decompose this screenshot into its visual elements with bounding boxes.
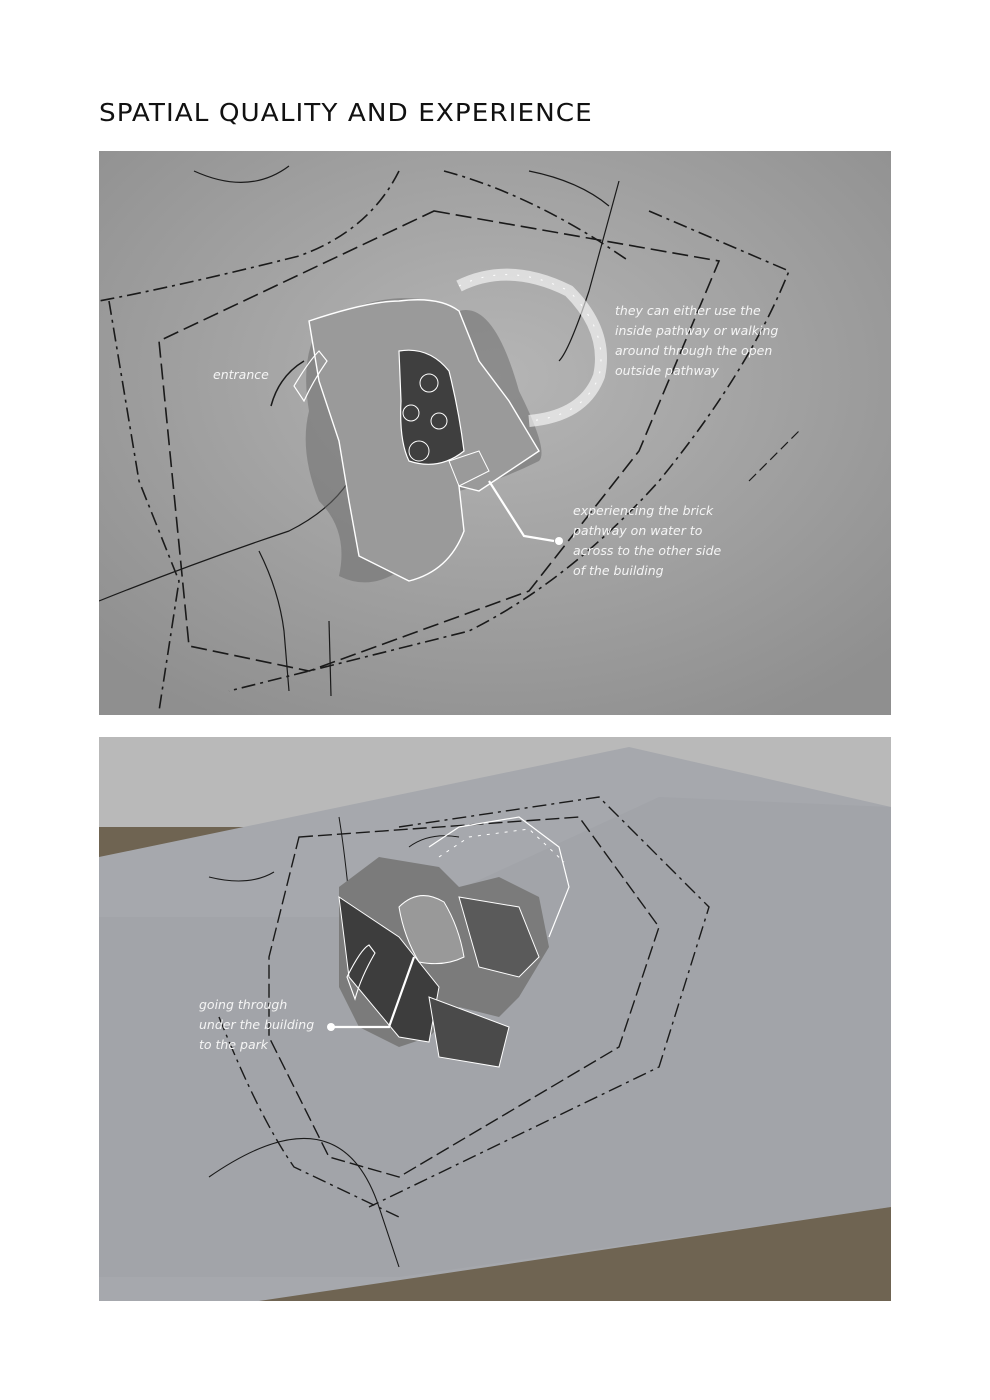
- plan-view-photo: [99, 151, 891, 715]
- plan-view-drawing: [99, 151, 891, 715]
- under-building-note: going through under the building to the park: [199, 997, 315, 1052]
- brick-pathway-note: experiencing the brick pathway on water to across to the other side of the building: [573, 503, 722, 578]
- brick-pathway-leader-dot: [555, 537, 563, 545]
- pathway-choice-note: they can either use the inside pathway or walking around through the open outside pathway: [615, 303, 779, 378]
- under-building-leader-dot: [327, 1023, 335, 1031]
- entrance-label: entrance: [213, 367, 269, 382]
- perspective-view-photo: [99, 737, 891, 1301]
- page-title: SPATIAL QUALITY AND EXPERIENCE: [99, 98, 593, 127]
